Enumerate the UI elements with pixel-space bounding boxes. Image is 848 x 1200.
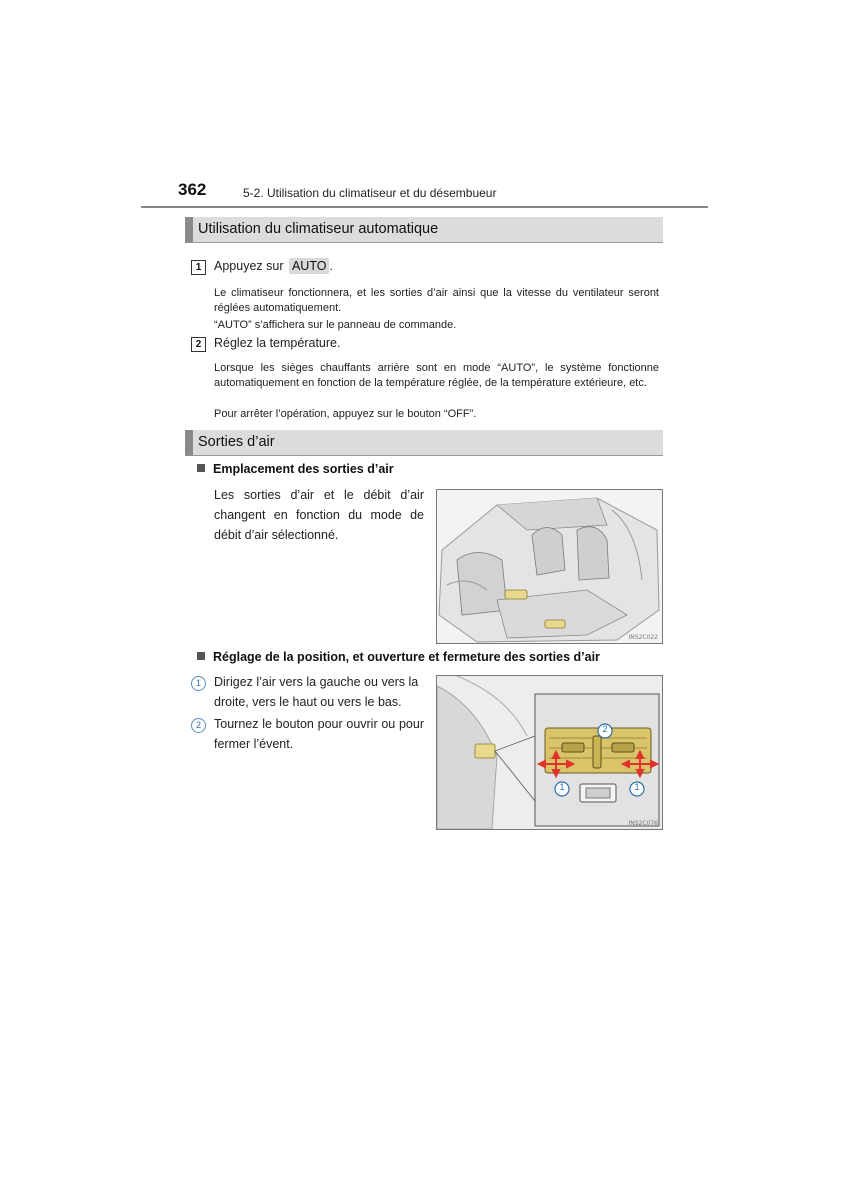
section-heading-auto	[185, 217, 663, 243]
step-1-note-1: Le climatiseur fonctionnera, et les sorties d’air ainsi que la vitesse du ventilateur seront réglées automatiquement.	[214, 287, 659, 314]
item-2-text: Tournez le bouton pour ouvrir ou pour fermer l’évent.	[214, 717, 424, 751]
bullet-square-icon	[197, 652, 205, 660]
section-title: Utilisation du climatiseur automatique	[198, 221, 439, 237]
item-number-1-icon: 1	[191, 676, 206, 691]
callout-1-right: 1	[634, 782, 640, 792]
item-number-2-icon: 2	[191, 718, 206, 733]
section-heading-vents	[185, 430, 663, 456]
vent-drawing	[437, 676, 662, 829]
step-number-1: 1	[191, 260, 206, 275]
section-title: Sorties d’air	[198, 434, 275, 450]
step-1-text: Appuyez sur	[214, 259, 284, 273]
auto-button-label: AUTO	[289, 258, 330, 274]
item-1-text: Dirigez l’air vers la gauche ou vers la droite, vers le haut ou vers le bas.	[214, 675, 419, 709]
image-id-1: INS2C022	[628, 634, 658, 641]
chapter-title: 5-2. Utilisation du climatiseur et du désembueur	[243, 186, 497, 200]
bullet-square-icon	[197, 464, 205, 472]
step-1-period: .	[329, 259, 333, 273]
subheading-vent-location: Emplacement des sorties d’air	[197, 462, 394, 476]
car-interior-drawing	[437, 490, 662, 643]
step-number-2: 2	[191, 337, 206, 352]
step-1-line	[214, 258, 333, 274]
callout-2: 2	[602, 724, 608, 734]
header-rule	[141, 206, 708, 208]
step-2-note-2: Pour arrêter l’opération, appuyez sur le bouton “OFF”.	[214, 408, 477, 420]
subheading-vent-adjustment: Réglage de la position, et ouverture et fermeture des sorties d’air	[197, 650, 600, 664]
car-interior-illustration	[436, 489, 663, 644]
page-number: 362	[178, 180, 207, 199]
step-2-note-1: Lorsque les sièges chauffants arrière sont en mode “AUTO”, le système fonctionne automatiquement en fonction de la température réglée, de la température extérieure, etc.	[214, 362, 659, 389]
image-id-2: INS2C076	[628, 820, 658, 827]
vent-location-text: Les sorties d’air et le débit d’air changent en fonction du mode de débit d’air sélectionné.	[214, 488, 424, 542]
vent-adjustment-illustration	[436, 675, 663, 830]
step-1-note-2: “AUTO” s’affichera sur le panneau de commande.	[214, 319, 457, 331]
callout-1-left: 1	[559, 782, 565, 792]
step-2-text: Réglez la température.	[214, 336, 341, 350]
